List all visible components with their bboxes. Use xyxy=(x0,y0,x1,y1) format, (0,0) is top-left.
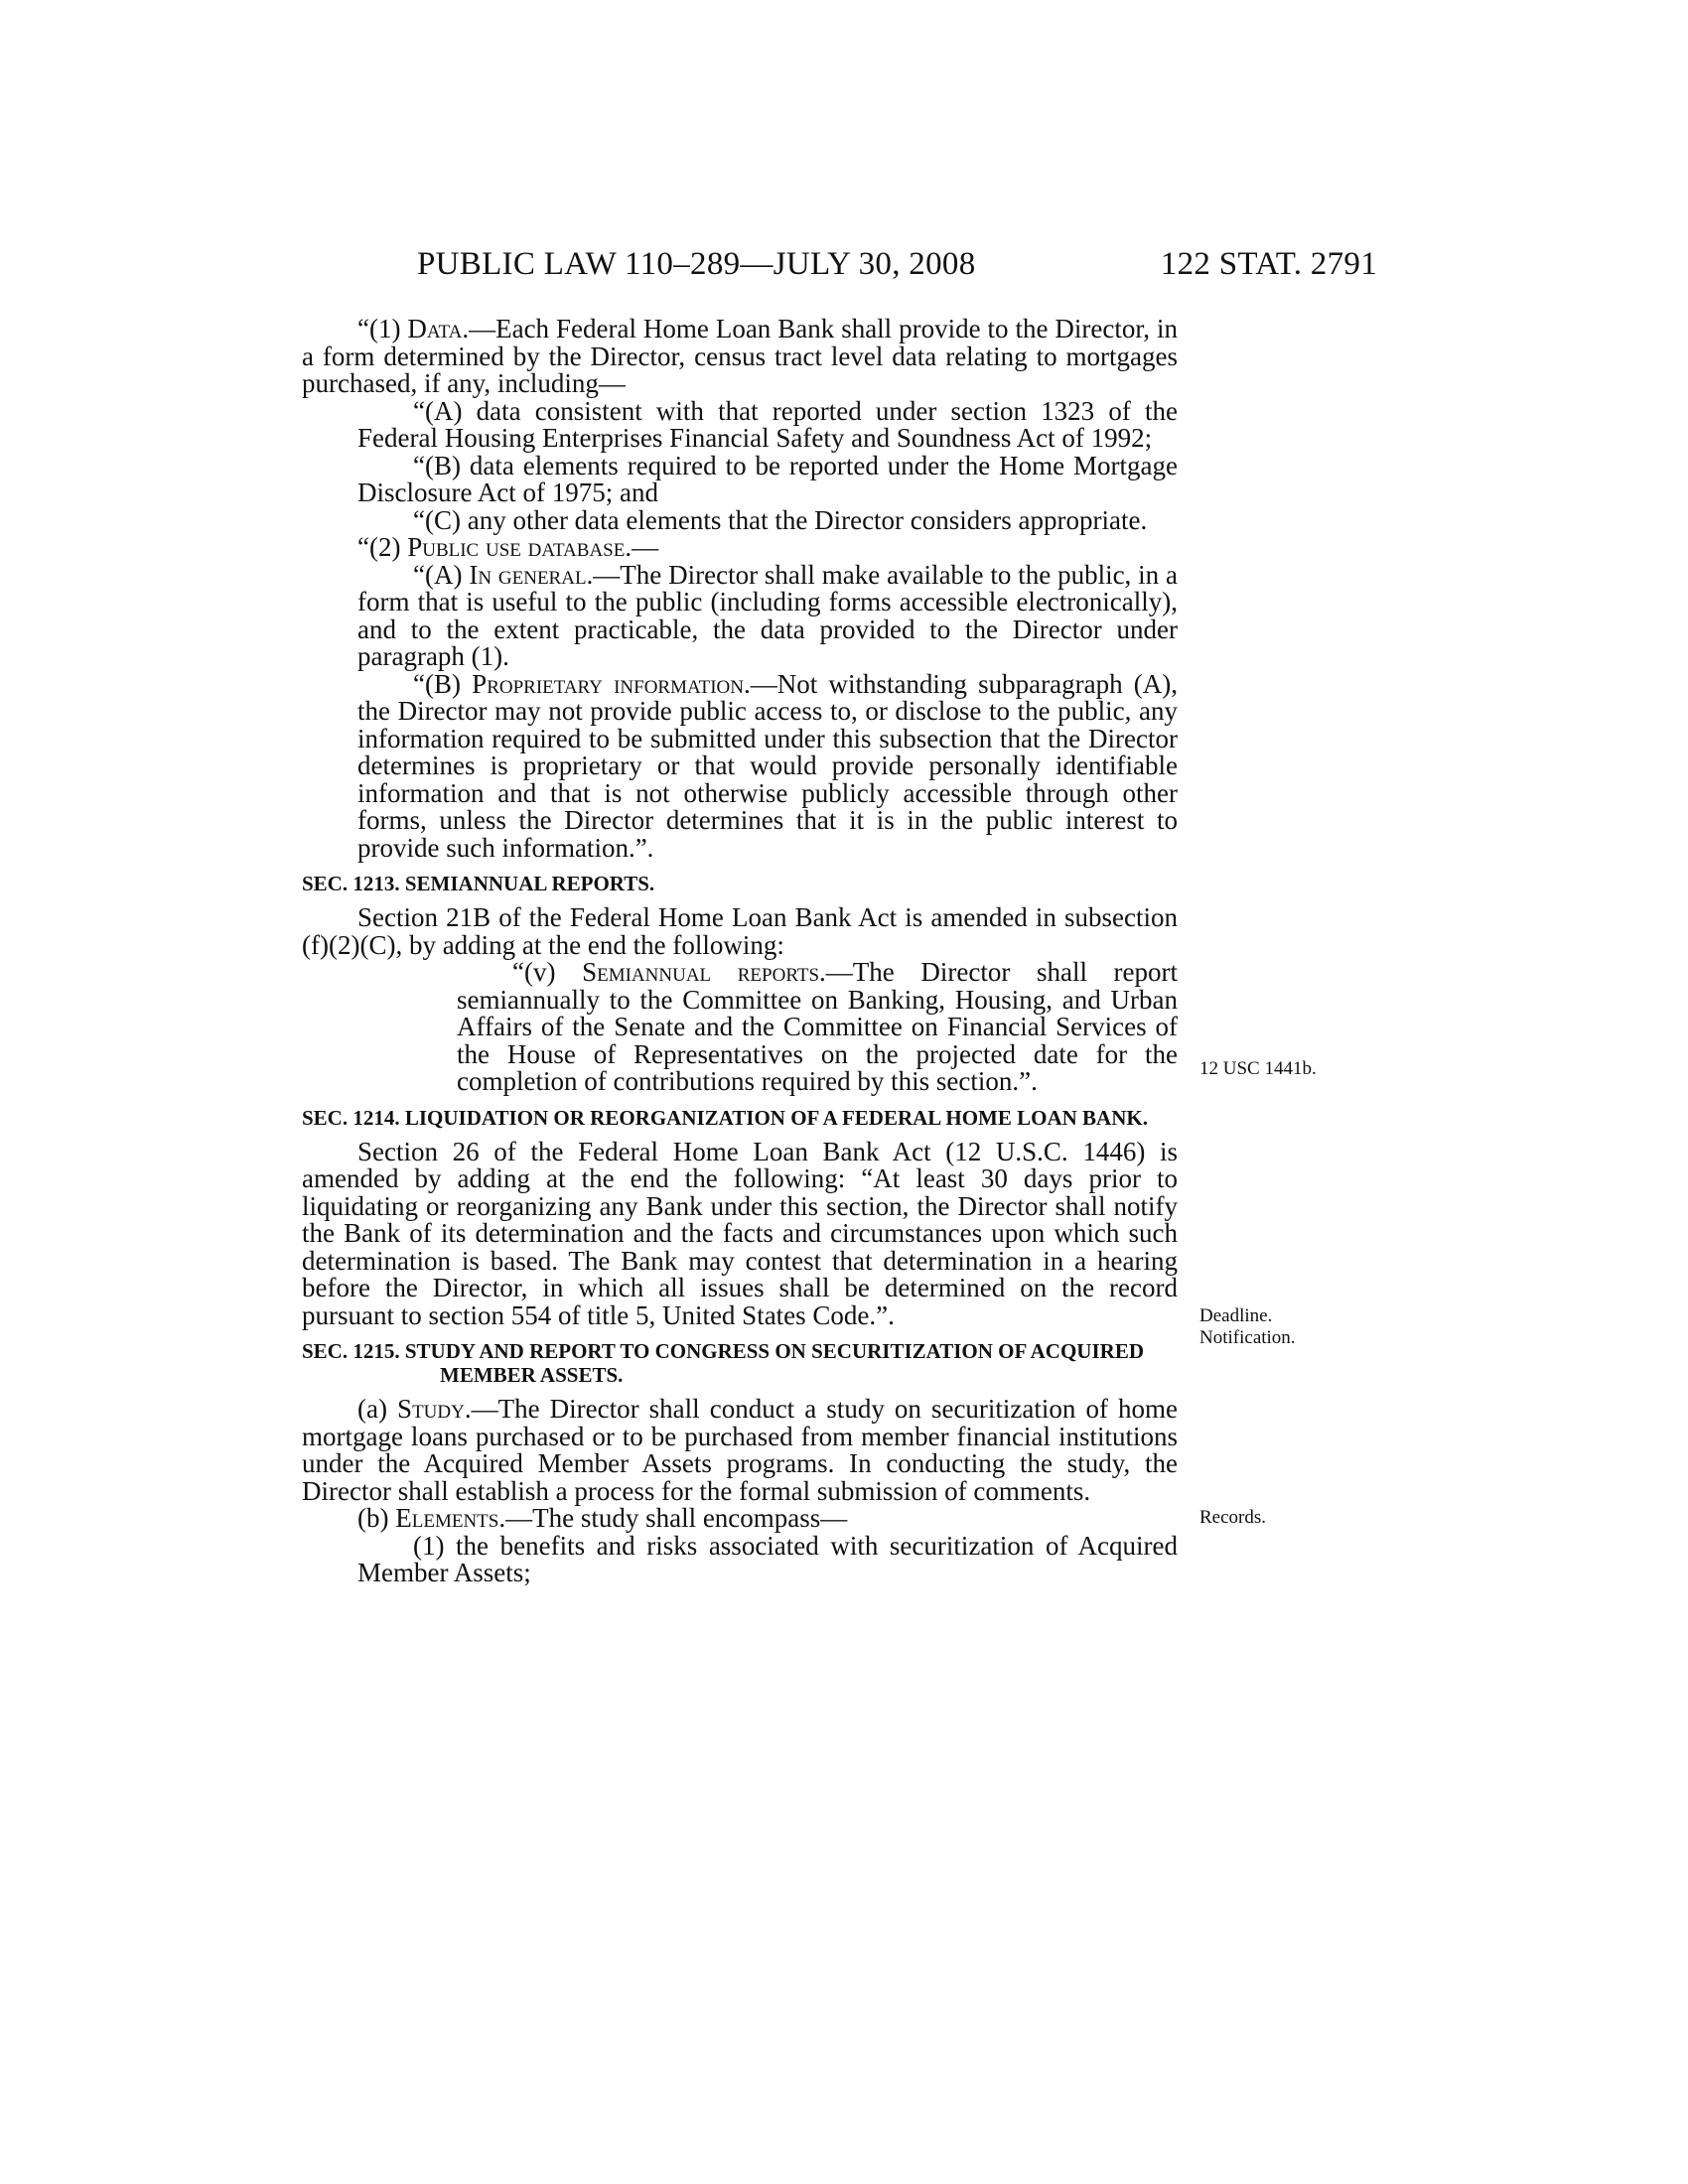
margin-note-usc-citation: 12 USC 1441b. xyxy=(1199,1058,1317,1079)
paragraph-heading: Public use database xyxy=(407,532,626,562)
subparagraph-1A: “(A) data consistent with that reported under section 1323 of the Federal Housing Enterprises Financial Safety and Soundness Act of 1992; xyxy=(357,395,1178,453)
paragraph-lead: “(v) xyxy=(512,957,583,987)
subparagraph-2B xyxy=(302,668,1178,863)
paragraph-text: .—The Director shall conduct a study on securitization of home mortgage loans purchased or to be purchased from member financial institutions under the Acquired Member Assets programs. In conducting the study, the Director shall establish a process for the formal submission of comments. xyxy=(302,1394,1179,1506)
paragraph-text: .—The Director shall make available to the public, in a form that is useful to the public (including forms accessible electronically), and to the extent practicable, the data provided to the Director under paragraph (1). xyxy=(357,559,1178,671)
section-1215-subsection-a xyxy=(302,1396,1178,1505)
body-text-column xyxy=(302,316,1178,1587)
paragraph-lead: (a) xyxy=(357,1394,398,1424)
subparagraph-1B: “(B) data elements required to be reported under the Home Mortgage Disclosure Act of 1975; and xyxy=(357,450,1178,507)
paragraph-heading: Study xyxy=(397,1394,465,1424)
section-1215-heading: SEC. 1215. STUDY AND REPORT TO CONGRESS ON SECURITIZATION OF ACQUIRED MEMBER ASSETS. xyxy=(302,1339,1144,1387)
margin-note-notification: Notification. xyxy=(1199,1327,1296,1348)
paragraph-heading: In general xyxy=(469,559,587,590)
paragraph-heading: Elements xyxy=(395,1503,499,1533)
section-1215-b-paragraph-1: (1) the benefits and risks associated with securitization of Acquired Member Assets; xyxy=(357,1530,1178,1587)
paragraph-heading: Semiannual reports xyxy=(582,957,820,987)
paragraph-1-data xyxy=(302,316,1178,398)
paragraph-text: .—The study shall encompass— xyxy=(498,1503,848,1533)
section-1214-text: Section 26 of the Federal Home Loan Bank Act (12 U.S.C. 1446) is amended by adding at the end the following: “At least 30 days prior to liquidating or reorganizing any Bank under this section, the Director shall notify the Bank of its determination and the facts and circumstances upon which such determination is based. The Bank may contest that determination in a hearing before the Director, in which all issues shall be determined on the record pursuant to section 554 of title 5, United States Code.”. xyxy=(302,1136,1178,1330)
section-1215-subsection-b xyxy=(302,1505,1178,1533)
margin-note-records: Records. xyxy=(1199,1507,1267,1528)
paragraph-heading: Data xyxy=(407,314,463,343)
margin-note-deadline: Deadline. xyxy=(1199,1305,1273,1326)
paragraph-heading: Proprietary information xyxy=(472,668,744,699)
section-1214-heading: SEC. 1214. LIQUIDATION OR REORGANIZATION OF A FEDERAL HOME LOAN BANK. xyxy=(302,1105,1148,1130)
section-1213-clause-v xyxy=(302,959,1178,1096)
paragraph-lead: “(A) xyxy=(413,559,470,590)
paragraph-lead: “(1) xyxy=(357,314,408,343)
paragraph-lead: “(B) xyxy=(413,668,473,699)
paragraph-text: .—Not withstanding subparagraph (A), the Director may not provide public access to, or disclose to the public, any information required to be submitted under this subsection that the Director determines is proprietary or that would provide personally identifiable information and that is not otherwise publicly accessible through other forms, unless the Director determines that it is in the public interest to provide such information.”. xyxy=(357,668,1178,863)
paragraph-2-public-use-database xyxy=(302,534,1178,562)
section-1213-text: Section 21B of the Federal Home Loan Bank Act is amended in subsection (f)(2)(C), by adding at the end the following: xyxy=(302,902,1178,960)
paragraph-text: .— xyxy=(625,532,659,562)
subparagraph-1C: “(C) any other data elements that the Director considers appropriate. xyxy=(413,504,1148,535)
paragraph-lead: “(2) xyxy=(357,532,408,562)
section-1213-heading: SEC. 1213. SEMIANNUAL REPORTS. xyxy=(302,872,655,895)
paragraph-text: .—Each Federal Home Loan Bank shall provide to the Director, in a form determined by the Director, census tract level data relating to mortgages purchased, if any, including— xyxy=(302,314,1178,398)
statute-page-number: 122 STAT. 2791 xyxy=(1160,246,1377,282)
paragraph-text: .—The Director shall report semiannually to the Committee on Banking, Housing, and Urban Affairs of the Senate and the Committee on Financial Services of the House of Representatives on the projected date for the completion of contributions required by this section.”. xyxy=(457,957,1179,1096)
subparagraph-2A xyxy=(302,559,1178,671)
paragraph-lead: (b) xyxy=(357,1503,396,1533)
running-header-title: PUBLIC LAW 110–289—JULY 30, 2008 xyxy=(417,246,976,282)
